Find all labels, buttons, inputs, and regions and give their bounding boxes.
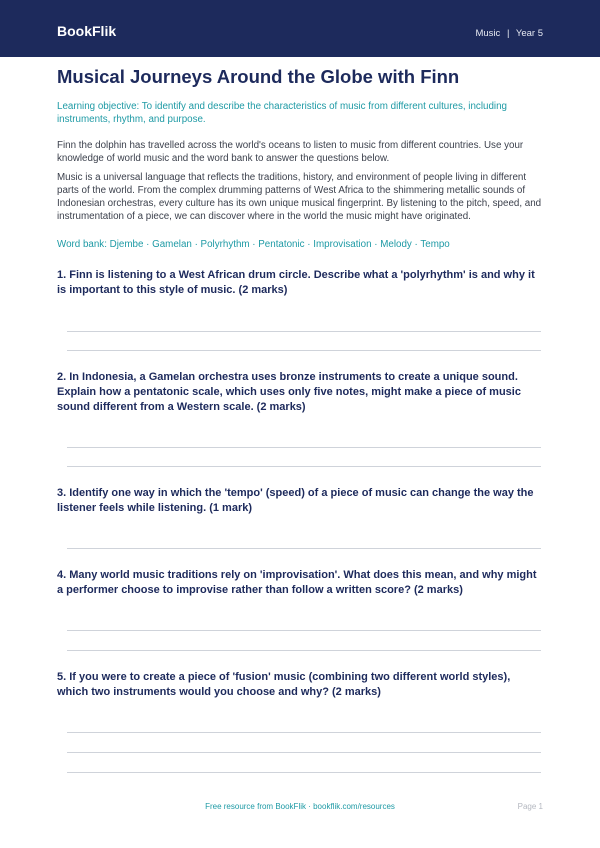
answer-line[interactable] [67,732,541,733]
answer-line[interactable] [67,447,541,448]
answer-line[interactable] [67,548,541,549]
answer-line[interactable] [67,630,541,631]
answer-line[interactable] [67,331,541,332]
body-paragraph: Music is a universal language that reflects the traditions, history, and environment of people living in different parts of the world. From the complex drumming patterns of West Africa to the shimmering metallic sounds of Indonesian orchestras, every culture has its own unique musical fingerprint. By listening to the pitch, speed, and instrumentation of a piece, we can discover where in the world the music might have originated. [57,172,542,222]
answer-line[interactable] [67,650,541,651]
year-label: Year 5 [515,28,543,39]
question-2: 2. In Indonesia, a Gamelan orchestra uses bronze instruments to create a unique sound. Explain how a pentatonic scale, which uses only five notes, might make a piece of music sound different from a Western scale. (2 marks) [57,371,521,413]
footer-link[interactable]: Free resource from BookFlik · bookflik.com/resources [205,802,395,811]
question-1: 1. Finn is listening to a West African drum circle. Describe what a 'polyrhythm' is and why it is important to this style of music. (2 marks) [57,269,535,296]
question-4: 4. Many world music traditions rely on 'improvisation'. What does this mean, and why might a performer choose to improvise rather than follow a written score? (2 marks) [57,569,537,596]
question-3: 3. Identify one way in which the 'tempo' (speed) of a piece of music can change the way the listener feels while listening. (1 mark) [57,487,534,514]
brand-logo: BookFlik [57,23,117,39]
word-bank: Word bank: Djembe · Gamelan · Polyrhythm · Pentatonic · Improvisation · Melody · Tempo [57,239,450,250]
header-separator: | [506,28,510,39]
answer-line[interactable] [67,466,541,467]
page-header [0,0,600,57]
subject-year-label [475,28,543,39]
answer-line[interactable] [67,752,541,753]
answer-line[interactable] [67,350,541,351]
learning-objective: Learning objective: To identify and describe the characteristics of music from different cultures, including instruments, rhythm, and purpose. [57,101,507,125]
page-title: Musical Journeys Around the Globe with Finn [57,66,460,87]
page-number: Page 1 [517,802,543,811]
subject-label: Music [475,28,501,39]
question-5: 5. If you were to create a piece of 'fusion' music (combining two different world styles), which two instruments would you choose and why? (2 marks) [57,671,511,698]
answer-line[interactable] [67,772,541,773]
intro-paragraph: Finn the dolphin has travelled across the world's oceans to listen to music from different countries. Use your knowledge of world music and the word bank to answer the questions below. [57,140,524,164]
